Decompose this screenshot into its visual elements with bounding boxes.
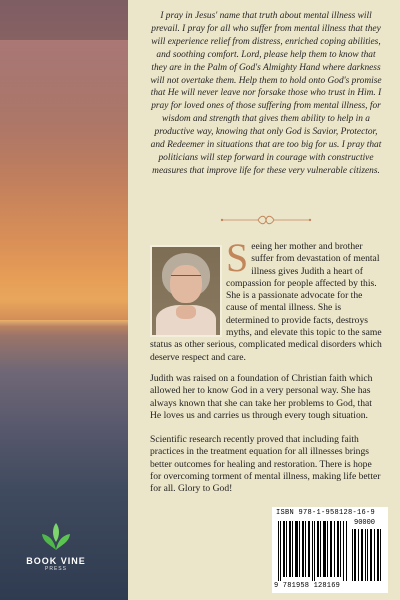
bio-paragraph-1-text: eeing her mother and brother suffer from devastation of mental illness gives Judith a heart of compassion for people affected by this. She is a passionate advocate for the cause of mental illness. She is determined to provide facts, destroys myths, and elevate this topic to the same status as other serious, complicated medical disorders which deserve respect and care. bbox=[150, 241, 382, 363]
barcode-bars bbox=[278, 521, 348, 581]
publisher-sub: PRESS bbox=[45, 566, 67, 572]
barcode bbox=[272, 507, 388, 593]
bio-paragraph-3: Scientific research recently proved that including faith practices in the treatment equation for all illnesses brings better outcomes for healing and restoration. There is hope for overcoming torment of mental illness, making life better for all. Glory to God! bbox=[150, 434, 381, 495]
publisher-name: BOOK VINE bbox=[26, 556, 86, 566]
horizon-glow bbox=[0, 320, 128, 326]
barcode-addon-number: 90000 bbox=[354, 519, 376, 527]
prayer-text: I pray in Jesus' name that truth about mental illness will prevail. I pray for all who suffer from mental illness that they will experience relief from distress, enriched coping abilities, and soothing comfort. Lord, please help them to know that they are in the Palm of God's Almighty Hand where darkness will not overtake them. Help them to hold onto God's promise that He will never leave nor forsake those who trust in Him. I pray for loved ones of those suffering from mental illness, for wisdom and strength that gives them ability to help in a productive way, knowing that only God is Savior, Protector, and Redeemer in situations that are too big for us. I pray that politicians will step forward in courage with constructive measures that improve life for these very vulnerable citizens. bbox=[150, 11, 382, 176]
ornament-divider bbox=[218, 213, 314, 227]
isbn-text: ISBN 978-1-958128-16-9 bbox=[276, 509, 376, 517]
bio-paragraph-1 bbox=[150, 235, 384, 364]
barcode-digits: 9 781958 128169 bbox=[274, 582, 341, 590]
barcode-addon-bars bbox=[352, 529, 382, 581]
sky-haze bbox=[0, 40, 128, 180]
publisher-logo bbox=[16, 520, 96, 590]
drop-cap: S bbox=[226, 235, 249, 280]
sunset-ocean-image bbox=[0, 0, 128, 600]
leaf-book-icon bbox=[39, 520, 73, 554]
bio-paragraph-2: Judith was raised on a foundation of Christian faith which allowed her to know God in a very personal way. She has always known that she can take her problems to God, that He loves us and carries us through every tough situation. bbox=[150, 373, 373, 421]
